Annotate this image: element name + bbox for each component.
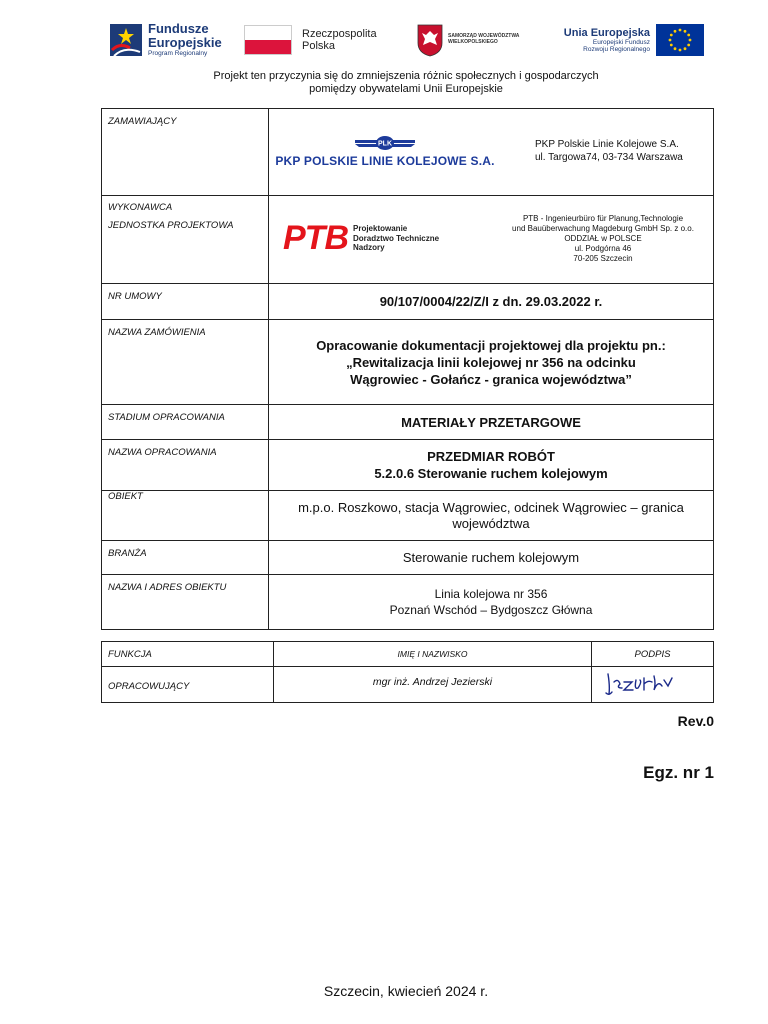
- rp-line2: Polska: [302, 40, 336, 52]
- name-cell: mgr inż. Andrzej Jezierski: [274, 667, 592, 703]
- handwritten-signature: [600, 668, 690, 698]
- adres-line1: Linia kolejowa nr 356: [434, 587, 548, 601]
- wykonawca-label: WYKONAWCA: [108, 202, 173, 213]
- adres-line2: Poznań Wschód – Bydgoszcz Główna: [389, 603, 593, 617]
- signature-row: [102, 667, 714, 703]
- zamowienie-line1: Opracowanie dokumentacji projektowej dla projektu pn.:: [316, 337, 666, 353]
- podpis-header: PODPIS: [592, 642, 714, 667]
- nr-umowy-label: NR UMOWY: [102, 284, 269, 320]
- copy-number: Egz. nr 1: [643, 763, 714, 782]
- ptb-sub-line3: Nadzory: [353, 243, 385, 253]
- eagle-crest-icon: [416, 23, 444, 57]
- row-nazwa-opracowania: [102, 440, 714, 491]
- funkcja-header: FUNKCJA: [102, 642, 274, 667]
- row-nr-umowy: [102, 284, 714, 320]
- fe-line2: Europejskie: [148, 35, 222, 51]
- pkp-plk-logo: [275, 134, 495, 168]
- fe-line3: Program Regionalny: [148, 49, 208, 57]
- unia-europejska-logo: [544, 14, 704, 66]
- role-cell: OPRACOWUJĄCY: [102, 667, 274, 703]
- ptb-addr-line4: ul. Podgórna 46: [574, 243, 632, 253]
- intro-text: [0, 70, 768, 96]
- obiekt-line2: województwa: [452, 515, 530, 531]
- poland-flag-icon: [244, 25, 292, 55]
- samorzad-logo: [416, 14, 519, 66]
- ptb-addr-line2: und Bauüberwachung Magdeburg GmbH Sp. z o.o.: [512, 223, 694, 233]
- ptb-addr-line1: PTB - Ingenieurbüro für Planung,Technologie: [522, 213, 684, 223]
- intro-line2: pomiędzy obywatelami Unii Europejskie: [309, 83, 503, 95]
- jednostka-label: JEDNOSTKA PROJEKTOWA: [108, 220, 234, 231]
- ptb-addr-line5: 70-205 Szczecin: [573, 253, 633, 263]
- row-wykonawca: [102, 196, 714, 284]
- rp-line1: Rzeczpospolita: [302, 27, 377, 40]
- row-branza: [102, 541, 714, 575]
- plk-wings-icon: [353, 134, 417, 152]
- opracowanie-line1: PRZEDMIAR ROBÓT: [427, 449, 555, 464]
- ptb-mark: PTB: [283, 219, 348, 257]
- branza-label: BRANŻA: [102, 541, 269, 575]
- imie-header: IMIĘ I NAZWISKO: [274, 642, 592, 667]
- pkp-addr-line1: PKP Polskie Linie Kolejowe S.A.: [535, 139, 679, 150]
- ptb-logo: [283, 219, 493, 258]
- fundusze-europejskie-logo: [110, 14, 222, 66]
- opracowanie-line2: 5.2.0.6 Sterowanie ruchem kolejowym: [374, 466, 608, 481]
- obiekt-line1: m.p.o. Roszkowo, stacja Wągrowiec, odcinek Wągrowiec – granica: [298, 499, 684, 515]
- signature-header-row: [102, 642, 714, 667]
- nazwa-opracowania-label: NAZWA OPRACOWANIA: [102, 440, 269, 491]
- nr-umowy-value: 90/107/0004/22/Z/I z dn. 29.03.2022 r.: [269, 284, 714, 320]
- revision-label: Rev.0: [677, 713, 714, 729]
- stadium-label: STADIUM OPRACOWANIA: [102, 405, 269, 440]
- row-zamawiajacy: [102, 109, 714, 196]
- zamowienie-line2: „Rewitalizacja linii kolejowej nr 356 na odcinku: [346, 354, 636, 370]
- plk-badge-text: PLK: [378, 140, 392, 148]
- row-stadium: [102, 405, 714, 440]
- ptb-addr-line3: ODDZIAŁ w POLSCE: [564, 233, 642, 243]
- signature-cell: [592, 667, 714, 703]
- obiekt-label: OBIEKT: [102, 491, 269, 541]
- eu-flag-icon: [656, 24, 704, 56]
- document-info-table: [101, 108, 714, 630]
- sw-line1: SAMORZĄD WOJEWÓDZTWA: [448, 33, 520, 40]
- ptb-sub-line1: Projektowanie: [353, 224, 408, 234]
- branza-value: Sterowanie ruchem kolejowym: [269, 541, 714, 575]
- ue-line3: Rozwoju Regionalnego: [583, 46, 650, 54]
- logo-strip: [104, 14, 716, 66]
- fe-line1: Fundusze: [148, 21, 209, 37]
- row-obiekt: [102, 491, 714, 541]
- signature-table: [101, 641, 714, 703]
- rzeczpospolita-logo: [244, 14, 377, 66]
- stadium-value: MATERIAŁY PRZETARGOWE: [269, 405, 714, 440]
- intro-line1: Projekt ten przyczynia się do zmniejszenia różnic społecznych i gospodarczych: [213, 70, 599, 82]
- pkp-addr-line2: ul. Targowa74, 03-734 Warszawa: [535, 152, 683, 163]
- row-adres: [102, 575, 714, 630]
- adres-label: NAZWA I ADRES OBIEKTU: [102, 575, 269, 630]
- sw-line2: WIELKOPOLSKIEGO: [448, 39, 498, 45]
- ue-line2: Europejski Fundusz: [592, 38, 650, 46]
- pkp-logo-name: PKP POLSKIE LINIE KOLEJOWE S.A.: [275, 154, 495, 168]
- zamawiajacy-label: ZAMAWIAJĄCY: [102, 109, 269, 196]
- row-nazwa-zamowienia: [102, 320, 714, 405]
- fe-star-icon: [110, 20, 142, 60]
- zamowienie-line3: Wągrowiec - Gołańcz - granica województwa”: [350, 371, 632, 387]
- nazwa-zamowienia-label: NAZWA ZAMÓWIENIA: [102, 320, 269, 405]
- place-date-footer: Szczecin, kwiecień 2024 r.: [323, 983, 489, 999]
- ue-line1: Unia Europejska: [563, 26, 650, 39]
- ptb-sub-line2: Doradztwo Techniczne: [353, 233, 440, 243]
